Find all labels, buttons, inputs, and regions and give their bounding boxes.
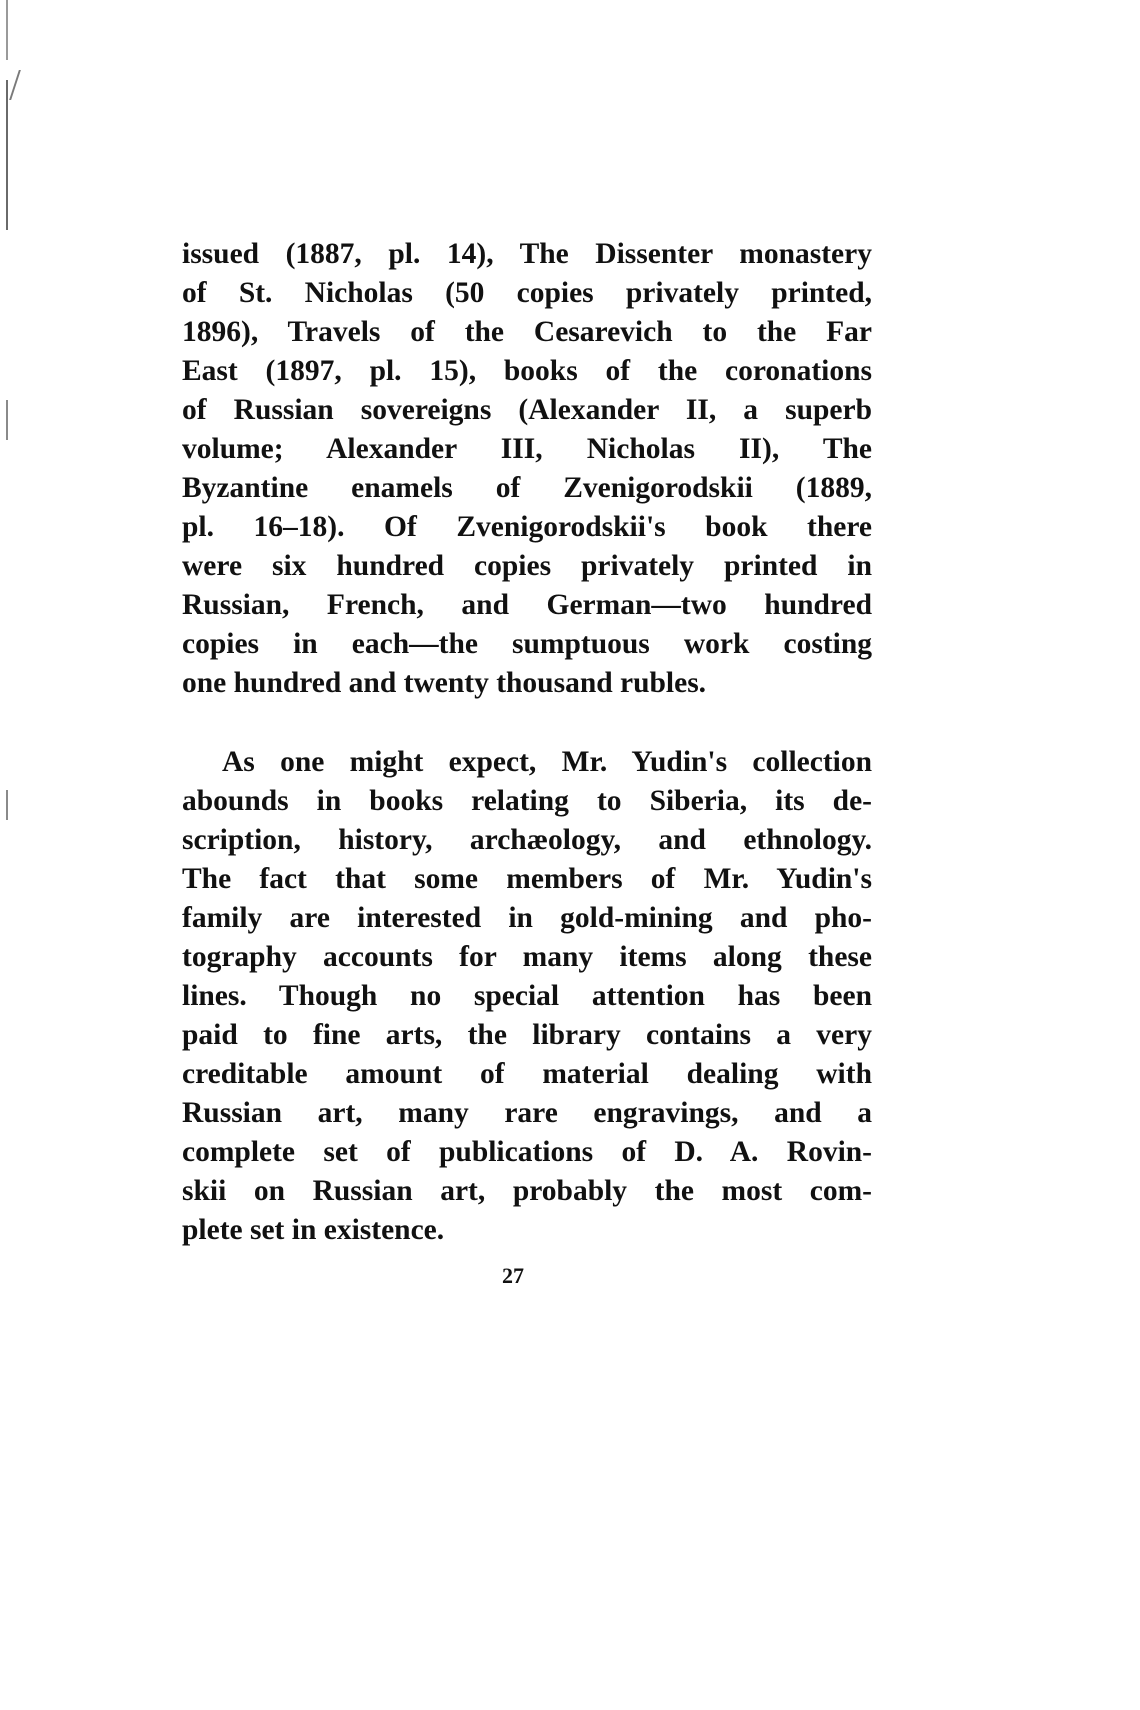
text-line: of St. Nicholas (50 copies privately printed, <box>182 277 872 309</box>
text-line: skii on Russian art, probably the most com- <box>182 1175 872 1207</box>
text-line: abounds in books relating to Siberia, its de- <box>182 785 872 817</box>
text-line: lines. Though no special attention has been <box>182 980 872 1012</box>
scan-edge-mark <box>9 70 21 100</box>
text-line: The fact that some members of Mr. Yudin's <box>182 863 872 895</box>
text-line: one hundred and twenty thousand rubles. <box>182 667 707 699</box>
text-line: Russian art, many rare engravings, and a <box>182 1097 872 1129</box>
text-line: 1896), Travels of the Cesarevich to the Far <box>182 316 872 348</box>
text-line: of Russian sovereigns (Alexander II, a superb <box>182 394 872 426</box>
paragraph-1 <box>182 235 872 703</box>
text-line: scription, history, archæology, and ethnology. <box>182 824 872 856</box>
text-line: were six hundred copies privately printed in <box>182 550 872 582</box>
paragraph-gap <box>182 703 872 743</box>
text-line: complete set of publications of D. A. Rovin- <box>182 1136 872 1168</box>
page-number: 27 <box>502 1263 524 1288</box>
text-line: Russian, French, and German—two hundred <box>182 589 872 621</box>
text-line: family are interested in gold-mining and pho- <box>182 902 872 934</box>
text-line: issued (1887, pl. 14), The Dissenter monastery <box>182 238 872 270</box>
page-body <box>182 235 872 1250</box>
text-line: volume; Alexander III, Nicholas II), The <box>182 433 872 465</box>
text-line: plete set in existence. <box>182 1214 445 1246</box>
text-line: copies in each—the sumptuous work costing <box>182 628 872 660</box>
text-line: East (1897, pl. 15), books of the coronations <box>182 355 872 387</box>
text-line: As one might expect, Mr. Yudin's collection <box>222 746 872 778</box>
text-line: paid to fine arts, the library contains a very <box>182 1019 872 1051</box>
paragraph-2 <box>182 743 872 1250</box>
text-line: tography accounts for many items along these <box>182 941 872 973</box>
text-line: creditable amount of material dealing with <box>182 1058 872 1090</box>
text-line: Byzantine enamels of Zvenigorodskii (1889, <box>182 472 872 504</box>
scan-edge-mark <box>6 0 8 1710</box>
text-line: pl. 16–18). Of Zvenigorodskii's book there <box>182 511 872 543</box>
